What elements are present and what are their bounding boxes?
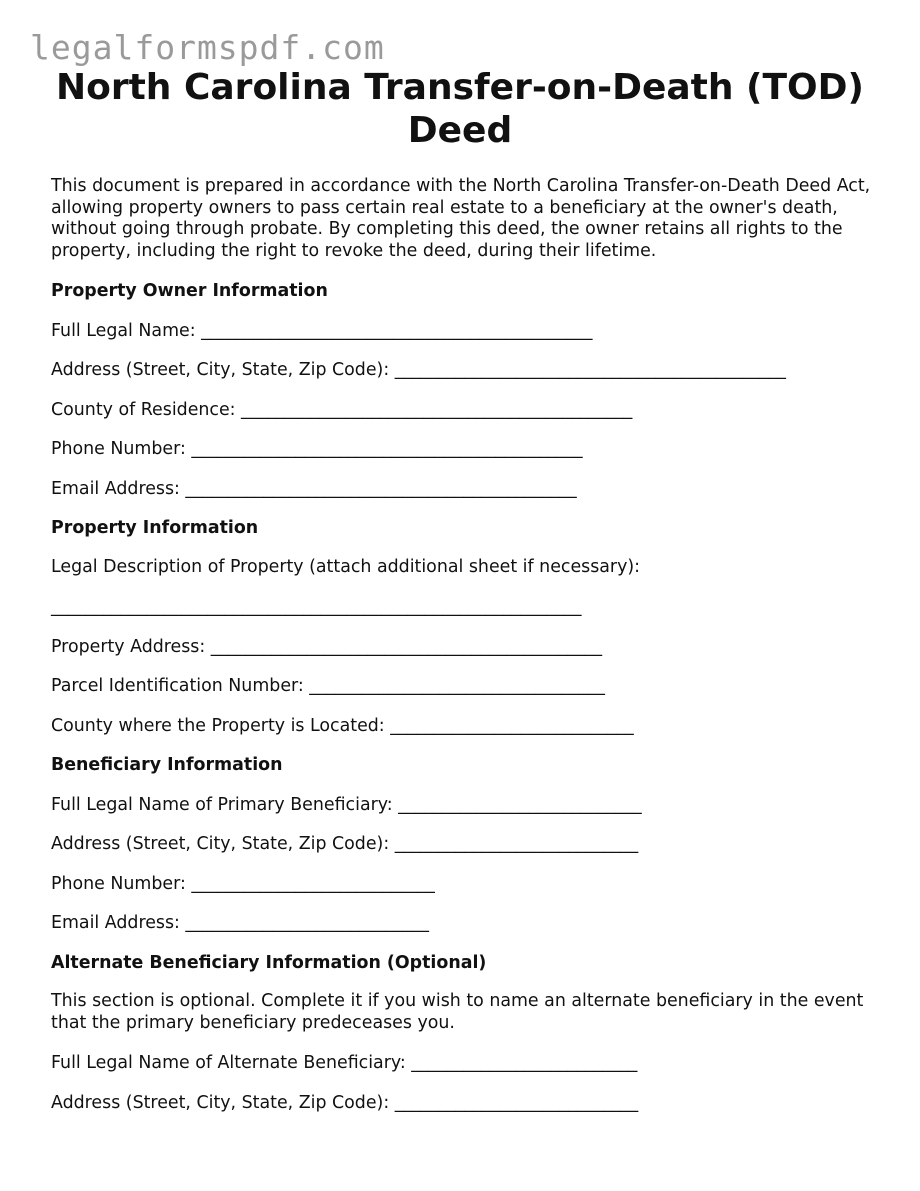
section-heading-property: Property Information xyxy=(51,518,259,538)
property-address-field[interactable]: Property Address: _____________________________________________ xyxy=(51,637,603,657)
property-county-field[interactable]: County where the Property is Located: ____________________________ xyxy=(51,716,634,736)
watermark: legalformspdf.com xyxy=(30,28,385,67)
owner-email-field[interactable]: Email Address: _____________________________________________ xyxy=(51,479,577,499)
property-legal-description-field[interactable]: _____________________________________________________________ xyxy=(51,597,582,617)
property-parcel-field[interactable]: Parcel Identification Number: __________________________________ xyxy=(51,676,605,696)
alternate-note: This section is optional. Complete it if you wish to name an alternate beneficiary in the event that the primary beneficiary predeceases you. xyxy=(51,991,864,1033)
section-heading-owner: Property Owner Information xyxy=(51,281,328,301)
owner-phone-field[interactable]: Phone Number: _____________________________________________ xyxy=(51,439,583,459)
beneficiary-full-name-field[interactable]: Full Legal Name of Primary Beneficiary: ____________________________ xyxy=(51,795,642,815)
property-legal-description-label: Legal Description of Property (attach additional sheet if necessary): xyxy=(51,557,641,577)
page-title: North Carolina Transfer-on-Death (TOD) Deed xyxy=(55,67,864,151)
owner-full-name-field[interactable]: Full Legal Name: _____________________________________________ xyxy=(51,321,593,341)
owner-address-field[interactable]: Address (Street, City, State, Zip Code): _____________________________________________ xyxy=(51,360,786,380)
alternate-full-name-field[interactable]: Full Legal Name of Alternate Beneficiary: __________________________ xyxy=(51,1053,638,1073)
alternate-address-field[interactable]: Address (Street, City, State, Zip Code): ____________________________ xyxy=(51,1093,639,1113)
section-heading-beneficiary: Beneficiary Information xyxy=(51,755,283,775)
beneficiary-phone-field[interactable]: Phone Number: ____________________________ xyxy=(51,874,435,894)
intro-paragraph: This document is prepared in accordance with the North Carolina Transfer-on-Death Deed Act, allowing property owners to pass certain real estate to a beneficiary at the owner's death, without going through probate. By completing this deed, the owner retains all rights to the property, including the right to revoke the deed, during their lifetime. xyxy=(51,176,871,261)
section-heading-alternate: Alternate Beneficiary Information (Optional) xyxy=(51,953,487,973)
beneficiary-email-field[interactable]: Email Address: ____________________________ xyxy=(51,913,429,933)
owner-county-field[interactable]: County of Residence: _____________________________________________ xyxy=(51,400,633,420)
beneficiary-address-field[interactable]: Address (Street, City, State, Zip Code): ____________________________ xyxy=(51,834,639,854)
